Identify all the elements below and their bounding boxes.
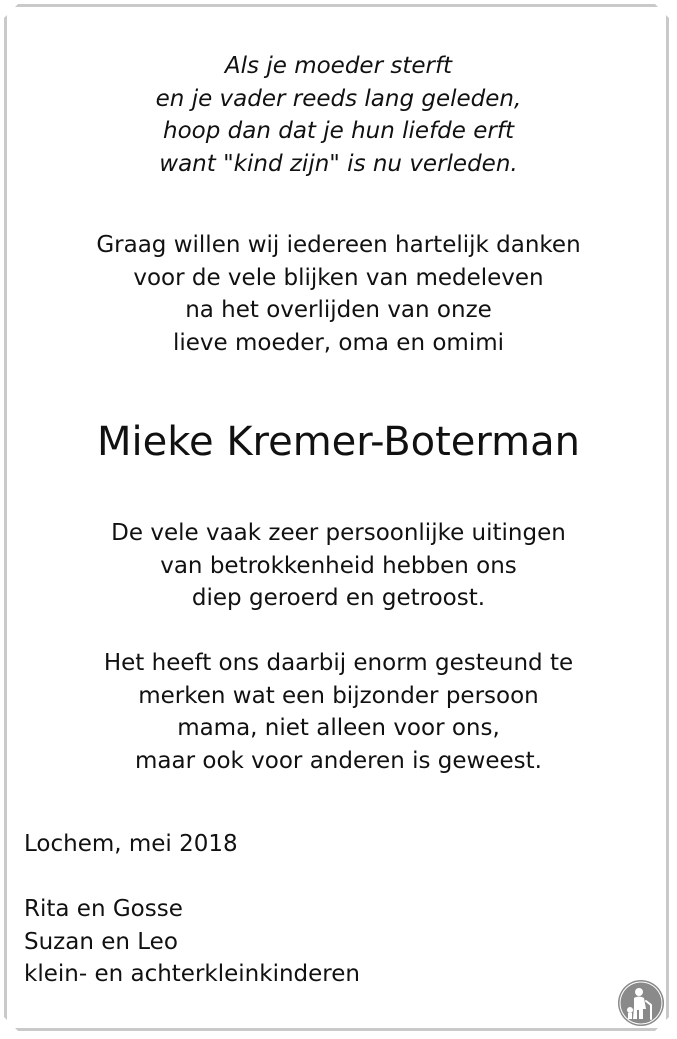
poem bbox=[0, 50, 677, 180]
family-line: Suzan en Leo bbox=[24, 928, 178, 955]
poem-line: Als je moeder sterft bbox=[224, 53, 453, 79]
family-signatures bbox=[24, 893, 360, 991]
family-line: klein- en achterkleinkinderen bbox=[24, 961, 360, 987]
paragraph-line: merken wat een bijzonder persoon bbox=[138, 682, 539, 709]
thanks-text bbox=[0, 229, 677, 359]
gratitude-paragraph-2 bbox=[0, 647, 677, 777]
thanks-line: na het overlijden van onze bbox=[185, 297, 492, 323]
poem-line: en je vader reeds lang geleden, bbox=[155, 85, 522, 112]
deceased-name: Mieke Kremer-Boterman bbox=[97, 419, 580, 465]
paragraph-line: mama, niet alleen voor ons, bbox=[177, 715, 500, 741]
paragraph-line: van betrokkenheid hebben ons bbox=[160, 552, 517, 579]
poem-line: hoop dan dat je hun liefde erft bbox=[163, 118, 514, 144]
paragraph-line: De vele vaak zeer persoonlijke uitingen bbox=[111, 520, 566, 546]
place-date: Lochem, mei 2018 bbox=[24, 831, 238, 857]
mourning-figure-icon bbox=[617, 979, 665, 1027]
poem-line: want "kind zijn" is nu verleden. bbox=[159, 150, 518, 177]
thanks-line: Graag willen wij iedereen hartelijk danken bbox=[96, 232, 581, 258]
thanks-line: voor de vele blijken van medeleven bbox=[133, 264, 544, 291]
gratitude-paragraph-1 bbox=[0, 517, 677, 615]
paragraph-line: Het heeft ons daarbij enorm gesteund te bbox=[103, 650, 574, 676]
paragraph-line: diep geroerd en getroost. bbox=[191, 585, 486, 611]
family-line: Rita en Gosse bbox=[24, 896, 183, 922]
thanks-line: lieve moeder, oma en omimi bbox=[172, 329, 505, 356]
paragraph-line: maar ook voor anderen is geweest. bbox=[135, 747, 542, 774]
